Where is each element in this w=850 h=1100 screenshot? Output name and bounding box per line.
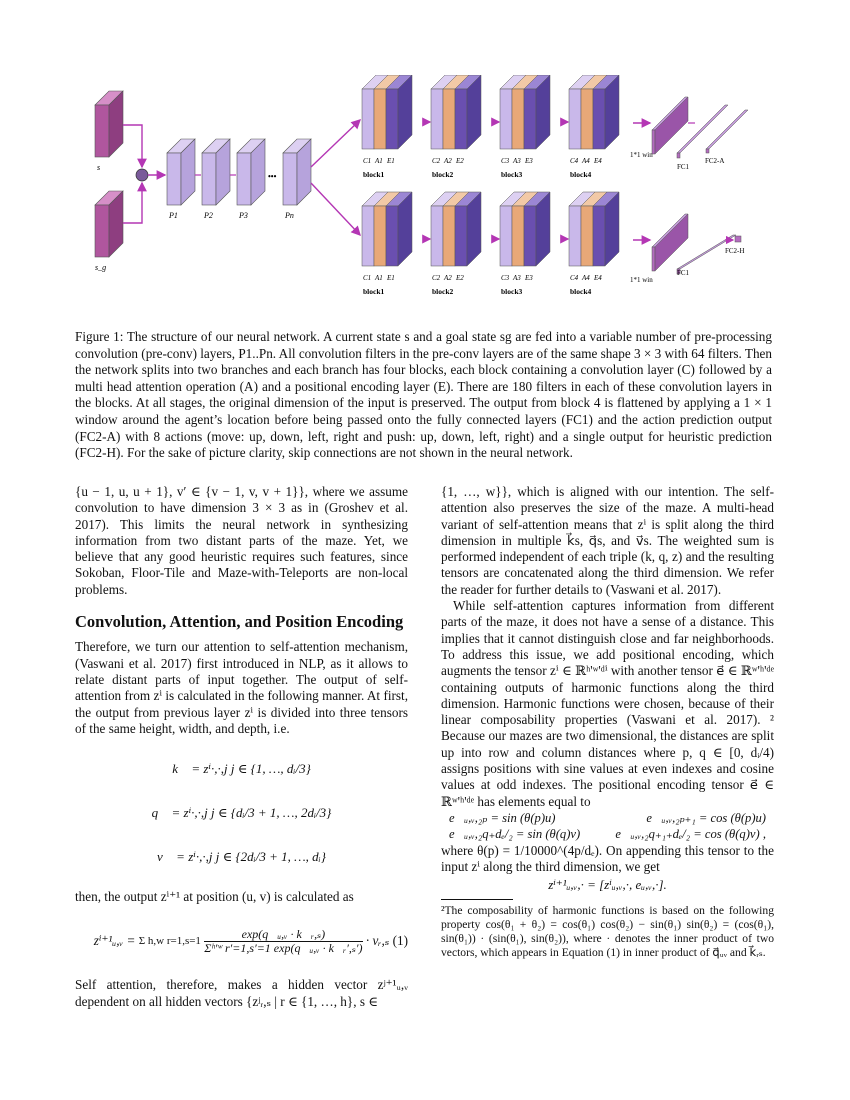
bottom-block-3-layer-1-label: C3: [501, 274, 510, 282]
top-block-2-layer-1-label: C2: [432, 157, 441, 165]
equation-concat: zⁱ⁺¹ᵤ,ᵥ,· = [zⁱᵤ,ᵥ,·, eᵤ,ᵥ,·].: [548, 877, 667, 893]
bottom-block-4-layer-3-label: E4: [594, 274, 602, 282]
heuristic-output-node: [735, 236, 741, 242]
left-paragraph-3: then, the output zⁱ⁺¹ at position (u, v) is calculated as: [75, 889, 354, 905]
top-fc1-label: FC1: [677, 163, 690, 171]
bottom-head: [630, 214, 744, 284]
section-heading: Convolution, Attention, and Position Encoding: [75, 612, 404, 632]
bottom-block-1-name: block1: [363, 287, 385, 296]
bottom-block-2-layer-3-label: E2: [456, 274, 464, 282]
left-column: [75, 484, 408, 1010]
bottom-block-4: [569, 192, 619, 296]
top-win-label: 1*1 win: [630, 151, 653, 159]
right-column: [441, 484, 774, 960]
bottom-block-1: [362, 192, 430, 296]
right-paragraph-1: {1, …, w}}, which is aligned with our intention. The self-attention also preserves the size of the maze. A multi-head variant of self-attention means that zⁱ is split along the third dimension in multiple k⃗s, q⃗s, and v⃗s. The weighted sum is performed independent of each triple (k, q, z) and the resulting tensors are concatenated along the third dimension. We refer the reader for further details to (Vaswani et al. 2017).: [441, 484, 774, 597]
top-block-4-layer-2-label: A4: [582, 157, 590, 165]
pe-cos-v: e⃗ᵤ,ᵥ,₂q₊₁₊dₑ/₂ = cos (θ(q)v) ,: [615, 827, 766, 842]
input-state-block: [95, 91, 123, 172]
input-s-label: s: [97, 163, 101, 172]
preconv-label-3: P3: [239, 211, 248, 220]
top-branch: [362, 75, 619, 179]
right-paragraph-2: While self-attention captures information from different parts of the maze, it does not have a sense of a distance. This implies that it cannot distinguish close and far neighborhoods. To address this issue, we add positional encoding, which augments the tensor zⁱ ∈ ℝʰ'ʷ'ᵈⁱ with another tensor e⃗ ∈ ℝʷ'ʰ'ᵈᵉ containing outputs of harmonic functions along the third dimension. Harmonic functions were chosen, because of their linear composability properties (Vaswani et al. 2017). ² Because our mazes are two dimensional, the distances are split up into row and column distances where p, q ∈ [0, dᵢ/4) assigns positions with sine values at even indexes and cosine values at odd indexes. The positional encoding tensor e⃗ ∈ ℝʷ'ʰ'ᵈᵉ has elements equal to: [441, 598, 774, 809]
top-block-3-layer-2-label: A3: [513, 157, 521, 165]
footnote-2: ²The composability of harmonic functions is based on the following property cos(θ₁ + θ₂) = cos(θ₁) cos(θ₂) − sin(θ₁) sin(θ₂) = (cos(θ₁), sin(θ₁)) · (sin(θ₁), sin(θ₂)), where · denotes the inner product of two vectors, which appears in Equation (1) in inner product of q⃗ᵤᵥ and k⃗ᵣₛ.: [441, 904, 774, 960]
top-block-3-name: block3: [501, 170, 523, 179]
input-sg-label: s_g: [95, 263, 107, 272]
pe-cos-u: e⃗ᵤ,ᵥ,₂ₚ₊₁ = cos (θ(p)u): [646, 810, 766, 825]
bottom-block-3: [500, 192, 568, 296]
bottom-block-2-layer-1-label: C2: [432, 274, 441, 282]
bottom-block-4-layer-2-label: A4: [582, 274, 590, 282]
positional-encoding-row-2: [441, 826, 774, 842]
top-block-2: [431, 75, 499, 179]
bottom-fc2-label: FC2-H: [725, 247, 745, 255]
top-block-1: [362, 75, 430, 179]
preconv-label-n: Pn: [285, 211, 294, 220]
top-block-3-layer-3-label: E3: [525, 157, 533, 165]
network-architecture-figure: [85, 75, 775, 315]
bottom-block-1-layer-2-label: A1: [375, 274, 383, 282]
preconv-label-1: P1: [169, 211, 178, 220]
bottom-block-1-layer-1-label: C1: [363, 274, 372, 282]
bottom-branch: [362, 192, 619, 296]
bottom-block-3-name: block3: [501, 287, 523, 296]
top-block-3: [500, 75, 568, 179]
equation-1: [75, 911, 408, 971]
preconv-layer-n: [283, 139, 311, 205]
bottom-block-3-layer-3-label: E3: [525, 274, 533, 282]
top-block-1-layer-1-label: C1: [363, 157, 372, 165]
preconv-label-2: P2: [204, 211, 213, 220]
bottom-block-3-layer-2-label: A3: [513, 274, 521, 282]
top-block-4-layer-3-label: E4: [594, 157, 602, 165]
top-block-4: [569, 75, 619, 179]
equation-1-fraction: [204, 928, 362, 955]
top-block-3-layer-1-label: C3: [501, 157, 510, 165]
preconv-layer-3: [237, 139, 265, 205]
input-goal-block: [95, 191, 123, 272]
left-paragraph-4: Self attention, therefore, makes a hidden vector zʲ⁺¹ᵤ,ᵥ dependent on all hidden vectors {zʲᵣ,ₛ | r ∈ {1, …, h}, s ∈: [75, 977, 408, 1009]
top-block-2-name: block2: [432, 170, 454, 179]
footnote-rule: [441, 899, 513, 900]
equation-1-lhs: zⁱ⁺¹ᵤ,ᵥ =: [93, 933, 136, 949]
top-head: [630, 97, 748, 171]
equation-v: v⃗ = zⁱ·,·,j j ∈ {2dᵢ/3 + 1, …, dᵢ}: [157, 849, 326, 864]
right-paragraph-3: where θ(p) = 1/10000^(4p/dₑ). On appending this tensor to the input zⁱ along the third dimension, we get: [441, 842, 774, 874]
equation-1-sum: Σ h,w r=1,s=1: [138, 935, 201, 948]
top-block-2-layer-2-label: A2: [444, 157, 452, 165]
top-block-1-layer-3-label: E1: [387, 157, 395, 165]
top-block-4-layer-1-label: C4: [570, 157, 579, 165]
merge-node: [136, 169, 148, 181]
left-paragraph-2: Therefore, we turn our attention to self-attention mechanism, (Vaswani et al. 2017) first introduced in NLP, as it allows to relate distant parts of input together. The output of self-attention from zⁱ is calculated in the following manner. At first, the output from previous layer zⁱ is divided into three tensors of the same height, width, and depth, i.e.: [75, 639, 408, 736]
preconv-layer-1: [167, 139, 195, 205]
bottom-block-4-name: block4: [570, 287, 592, 296]
top-fc2-label: FC2-A: [705, 157, 725, 165]
figure-caption: Figure 1: The structure of our neural network. A current state s and a goal state sg are fed into a variable number of pre-processing convolution (pre-conv) layers, P1..Pn. All convolution filters in the pre-conv layers are of the same shape 3 × 3 with 64 filters. Then the network splits into two branches and each branch has four blocks, each block containing a convolution layer (C) followed by a multi head attention operation (A) and a positional encoding layer (E). There are 180 filters in each of these convolution layers in the blocks. At all stages, the original dimension of the input is preserved. The output from block 4 is flattened by applying a 1 × 1 window around the agent’s location before being passed onto the fully connected layers (FC1) and the action prediction output (FC2-A) with 8 actions (move: up, down, left, right and push: up, down, left, right) and a single output for heuristic prediction (FC2-H). For the sake of picture clarity, skip connections are not shown in the neural network.: [75, 329, 772, 461]
bottom-block-2: [431, 192, 499, 296]
equation-1-tail: · vᵣ,ₛ: [365, 933, 390, 949]
equation-q: q⃗ = zⁱ·,·,j j ∈ {dᵢ/3 + 1, …, 2dᵢ/3}: [151, 805, 332, 820]
equation-1-numerator: exp(q⃗ᵤ,ᵥ · k⃗ᵣ,ₛ): [204, 928, 362, 942]
preconv-layer-2: [202, 139, 230, 205]
top-block-1-name: block1: [363, 170, 385, 179]
bottom-win-label: 1*1 win: [630, 276, 653, 284]
preconv-ellipsis: •••: [268, 172, 277, 181]
equation-1-denominator: Σʰ'ʷ r′=1,s′=1 exp(q⃗ᵤ,ᵥ · k⃗ᵣ′,ₛ′): [204, 940, 363, 955]
top-block-2-layer-3-label: E2: [456, 157, 464, 165]
pe-sin-v: e⃗ᵤ,ᵥ,₂q₊dₑ/₂ = sin (θ(q)v): [449, 827, 581, 842]
bottom-block-2-name: block2: [432, 287, 454, 296]
top-block-1-layer-2-label: A1: [375, 157, 383, 165]
equation-1-number: (1): [392, 933, 408, 949]
bottom-fc1-label: FC1: [677, 269, 690, 277]
bottom-block-4-layer-1-label: C4: [570, 274, 579, 282]
left-paragraph-1: {u − 1, u, u + 1}, v′ ∈ {v − 1, v, v + 1}}, where we assume convolution to have dimension 3 × 3 as in (Groshev et al. 2017). This limits the neural network in synthesizing information from two distant parts of the maze. Yet, we believe that any good heuristic requires such features, since Sokoban, Floor-Tile and Maze-with-Teleports are non-local problems.: [75, 484, 408, 597]
bottom-block-2-layer-2-label: A2: [444, 274, 452, 282]
equation-k: k⃗ = zⁱ·,·,j j ∈ {1, …, dᵢ/3}: [172, 761, 311, 776]
pe-sin-u: e⃗ᵤ,ᵥ,₂ₚ = sin (θ(p)u): [449, 810, 556, 825]
qkv-equations: [75, 747, 408, 879]
bottom-block-1-layer-3-label: E1: [387, 274, 395, 282]
top-block-4-name: block4: [570, 170, 592, 179]
positional-encoding-row-1: [441, 810, 774, 826]
